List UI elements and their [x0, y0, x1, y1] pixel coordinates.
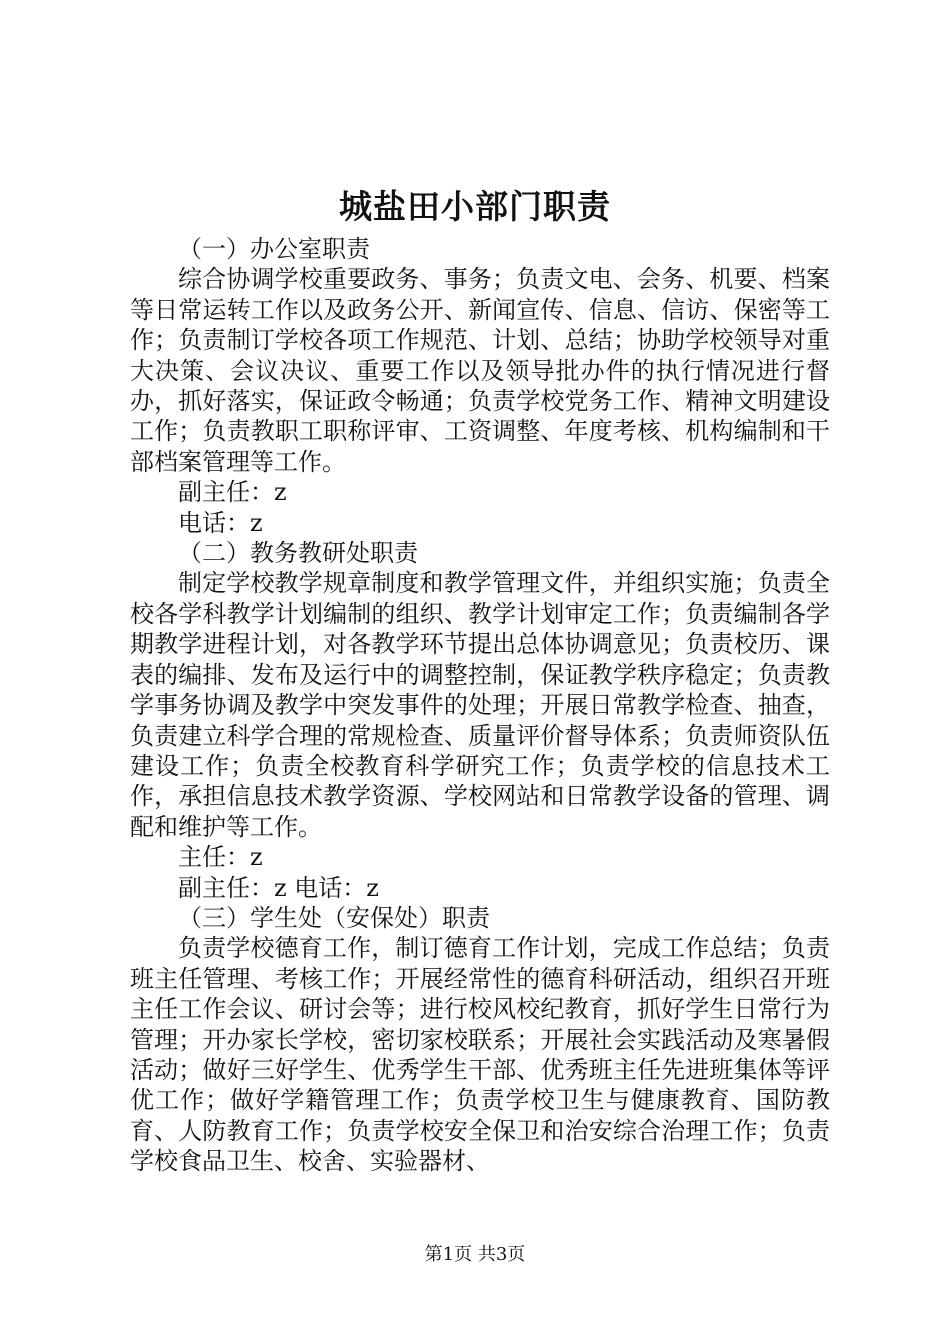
page-footer: 第1页 共3页 [424, 1244, 526, 1265]
section-heading: （二）教务教研处职责 [178, 539, 418, 568]
contact-line: 副主任：z 电话：z [178, 873, 379, 902]
contact-line: 副主任：z [178, 478, 287, 507]
document-body [130, 234, 830, 1177]
document-title: 城盐田小部门职责 [339, 187, 611, 226]
section-heading: （三）学生处（安保处）职责 [178, 903, 490, 932]
contact-line: 主任：z [178, 843, 263, 872]
section-paragraph: 负责学校德育工作，制订德育工作计划，完成工作总结；负责班主任管理、考核工作；开展经常性的德育科研活动，组织召开班主任工作会议、研讨会等；进行校风校纪教育，抓好学生日常行为管理；开办家长学校，密切家校联系；开展社会实践活动及寒暑假活动；做好三好学生、优秀学生干部、优秀班主任先进班集体等评优工作；做好学籍管理工作；负责学校卫生与健康教育、国防教育、人防教育工作；负责学校安全保卫和治安综合治理工作；负责学校食品卫生、校舍、实验器材、 [130, 934, 830, 1176]
section-paragraph: 综合协调学校重要政务、事务；负责文电、会务、机要、档案等日常运转工作以及政务公开、新闻宣传、信息、信访、保密等工作；负责制订学校各项工作规范、计划、总结；协助学校领导对重大决策、会议决议、重要工作以及领导批办件的执行情况进行督办，抓好落实，保证政令畅通；负责学校党务工作、精神文明建设工作；负责教职工职称评审、工资调整、年度考核、机构编制和干部档案管理等工作。 [130, 265, 830, 476]
section-paragraph: 制定学校教学规章制度和教学管理文件，并组织实施；负责全校各学科教学计划编制的组织、教学计划审定工作；负责编制各学期教学进程计划，对各教学环节提出总体协调意见；负责校历、课表的编排、发布及运行中的调整控制，保证教学秩序稳定；负责教学事务协调及教学中突发事件的处理；开展日常教学检查、抽查，负责建立科学合理的常规检查、质量评价督导体系；负责师资队伍建设工作；负责全校教育科学研究工作；负责学校的信息技术工作，承担信息技术教学资源、学校网站和日常教学设备的管理、调配和维护等工作。 [130, 569, 830, 841]
section-heading: （一）办公室职责 [178, 235, 370, 263]
contact-line: 电话：z [178, 508, 263, 537]
